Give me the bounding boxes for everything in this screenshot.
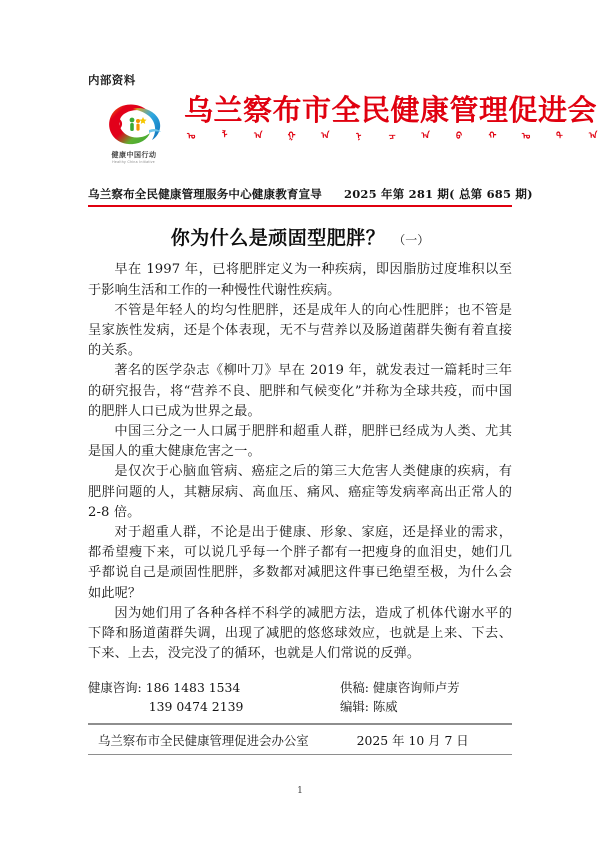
- paragraph: 因为她们用了各种各样不科学的减肥方法，造成了机体代谢水平的下降和肠道菌群失调，出现了减肥的悠悠球效应，也就是上来、下去、下来、上去，没完没了的循环，也就是人们常说的反弹。: [88, 605, 512, 662]
- mongolian-glyph: ᠣ: [518, 130, 529, 140]
- mongolian-script-row: [184, 130, 597, 166]
- mongolian-glyph: ᠲ: [551, 130, 562, 140]
- contact-phone-primary-row: [88, 678, 340, 697]
- mongolian-glyph: ᠠ: [250, 130, 261, 140]
- logo-caption-en: Healthy China Initiative: [112, 159, 156, 164]
- phone-secondary: 139 0474 2139: [148, 699, 244, 715]
- mongolian-glyph: ᠨ: [350, 130, 361, 140]
- article-title-main: 你为什么是顽固型肥胖？: [170, 227, 386, 250]
- issue-number: 2025 年第 281 期( 总第 685 期): [344, 186, 533, 201]
- contributor-row: [340, 678, 512, 697]
- mongolian-glyph: ᠬ: [484, 130, 495, 140]
- contributor-name: 健康咨询师卢芳: [372, 680, 460, 696]
- mongolian-glyph: ᠠ: [585, 130, 595, 140]
- mongolian-glyph: ᠴ: [384, 130, 395, 140]
- editor-label: 编辑:: [340, 699, 369, 715]
- logo-block: [88, 94, 180, 164]
- paragraph: 中国三分之一人口属于肥胖和超重人群，肥胖已经成为人类、尤其是国人的重大健康危害之一。: [88, 423, 512, 460]
- masthead-red-rule: [88, 205, 512, 208]
- paragraph: 不管是年轻人的均匀性肥胖，还是成年人的向心性肥胖；也不管是呈家族性发病，还是个体表现，无不与营养以及肠道菌群失衡有着直接的关系。: [88, 302, 512, 359]
- paragraph: 早在 1997 年，已将肥胖定义为一种疾病，即因脂肪过度堆积以至于影响生活和工作的一种慢性代谢性疾病。: [88, 262, 512, 298]
- mongolian-glyph: ᠤ: [183, 130, 194, 140]
- contact-credits: [340, 678, 512, 716]
- paragraph: 著名的医学杂志《柳叶刀》早在 2019 年，就发表过一篇耗时三年的研究报告，将“营养不良、肥胖和气候变化”并称为全球共疫，而中国的肥胖人口已成为世界之最。: [88, 363, 512, 419]
- contributor-label: 供稿:: [340, 680, 369, 696]
- editor-row: [340, 697, 512, 716]
- editor-name: 陈威: [372, 699, 398, 715]
- page-number: 1: [297, 786, 303, 796]
- article-body: [88, 260, 512, 664]
- article-title: [88, 223, 512, 250]
- footer-date: 2025 年 10 月 7 日: [356, 732, 469, 748]
- phone-primary: 186 1483 1534: [145, 680, 241, 696]
- issue-source: 乌兰察布全民健康管理服务中心健康教育宣导: [88, 186, 322, 201]
- mongolian-glyph: ᠭ: [283, 130, 294, 140]
- mongolian-glyph: ᠪ: [451, 130, 462, 140]
- logo-caption-cn: 健康中国行动: [111, 150, 157, 159]
- issue-line: [88, 186, 533, 202]
- masthead: [88, 92, 598, 180]
- article-part-number: （一）: [393, 233, 430, 248]
- footer-bottom-rule: [88, 754, 512, 755]
- mongolian-glyph: ᠠ: [317, 130, 328, 140]
- organization-title: 乌兰察布市全民健康管理促进会: [184, 92, 598, 127]
- mongolian-glyph: ᠯ: [216, 130, 227, 140]
- footer-row: [88, 725, 512, 754]
- contact-phones: [88, 678, 340, 716]
- healthy-china-swoosh-logo: [103, 100, 165, 148]
- paragraph: 对于超重人群，不论是出于健康、形象、家庭，还是择业的需求，都希望瘦下来，可以说几乎每一个胖子都有一把瘦身的血泪史，她们几乎都说自己是顽固性肥胖，多数都对减肥这件事已绝望至极，为什么会如此呢？: [88, 524, 512, 601]
- footer-office-name: 乌兰察布市全民健康管理促进会办公室: [98, 732, 309, 748]
- contact-phone-secondary-row: [88, 697, 340, 716]
- masthead-text: [180, 94, 597, 166]
- paragraph: 是仅次于心脑血管病、癌症之后的第三大危害人类健康的疾病，有肥胖问题的人，其糖尿病、高血压、痛风、癌症等发病率高出正常人的 2-8 倍。: [88, 464, 512, 520]
- mongolian-glyph: ᠠ: [417, 130, 428, 140]
- page-content: [88, 0, 598, 755]
- contact-block: [88, 678, 512, 716]
- consult-label: 健康咨询:: [88, 680, 142, 696]
- internal-material-label: 内部资料: [88, 73, 136, 87]
